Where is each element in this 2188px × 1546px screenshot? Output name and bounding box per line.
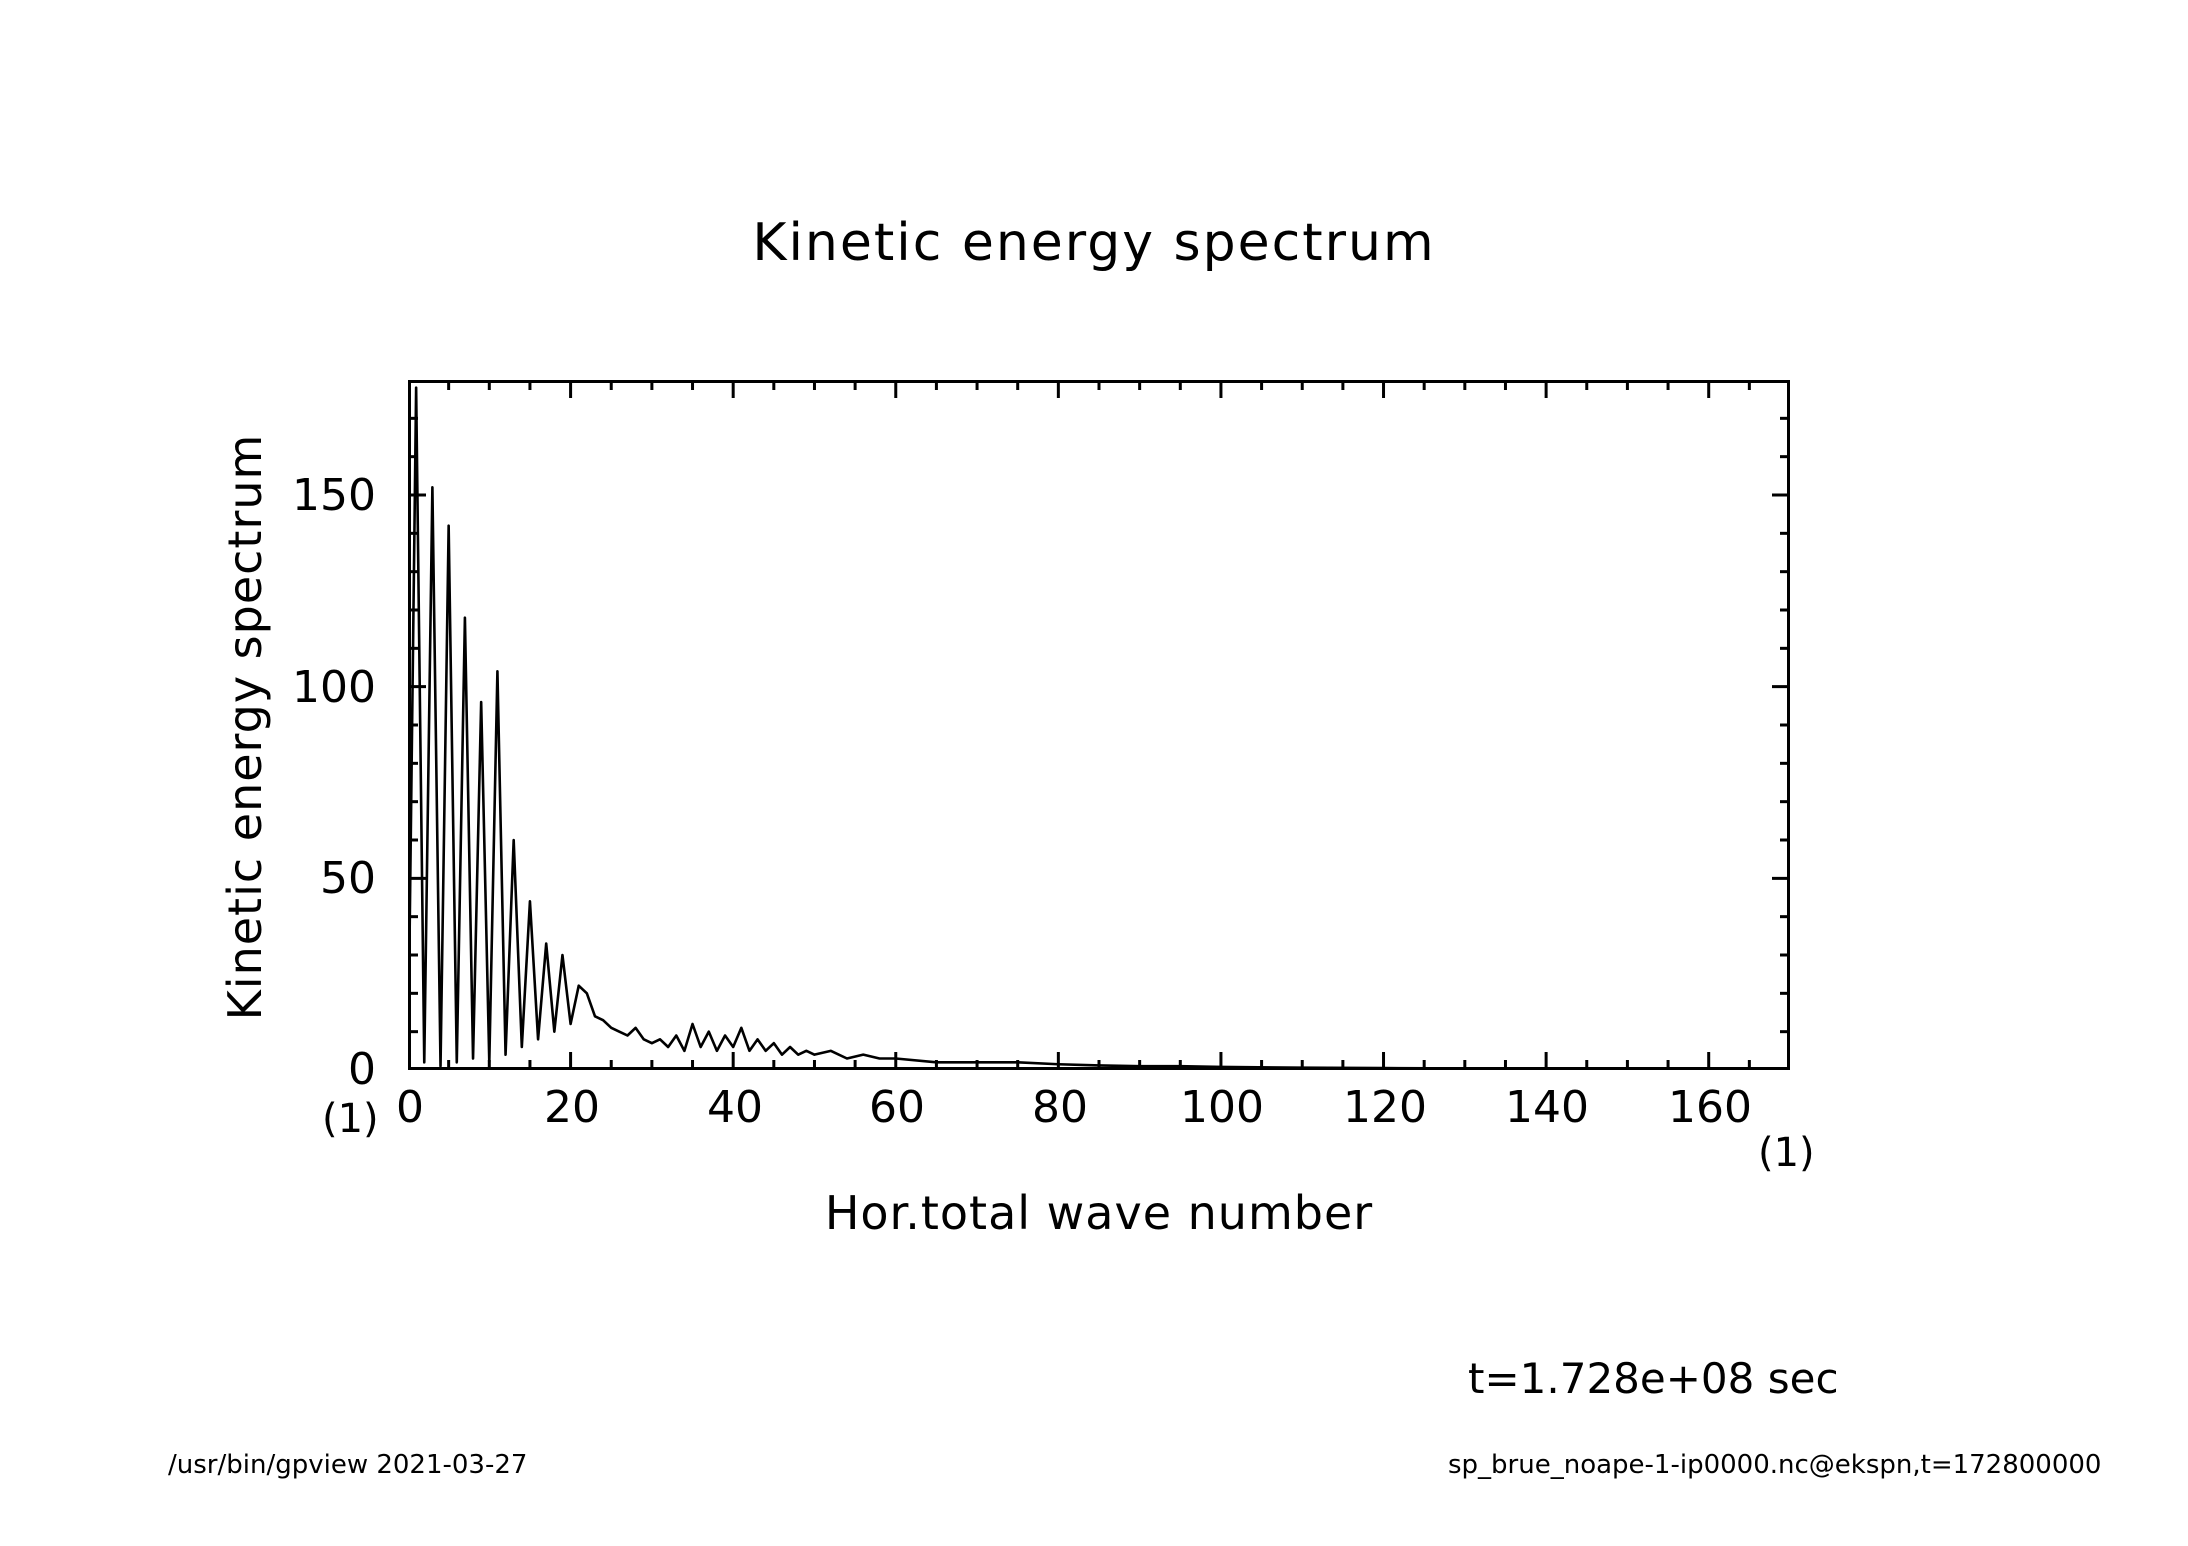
xtick-label-80: 80: [1032, 1082, 1088, 1133]
xtick-label-100: 100: [1180, 1082, 1264, 1133]
y-axis-label: Kinetic energy spectrum: [218, 433, 272, 1021]
x-axis-label: Hor.total wave number: [824, 1186, 1374, 1240]
xtick-label-20: 20: [544, 1082, 600, 1133]
xtick-label-140: 140: [1505, 1082, 1589, 1133]
ytick-label-0: 0: [348, 1044, 376, 1095]
xtick-label-160: 160: [1668, 1082, 1752, 1133]
page-title: Kinetic energy spectrum: [752, 213, 1436, 273]
xtick-label-60: 60: [869, 1082, 925, 1133]
ytick-label-150: 150: [292, 470, 376, 521]
ytick-label-100: 100: [292, 662, 376, 713]
x-axis-unit: (1): [1758, 1130, 1815, 1176]
footer-right-text: sp_brue_noape-1-ip0000.nc@ekspn,t=172800000: [1448, 1450, 2102, 1480]
ytick-label-50: 50: [320, 853, 376, 904]
footer-left-text: /usr/bin/gpview 2021-03-27: [168, 1450, 528, 1480]
chart-svg: [408, 380, 1790, 1070]
xtick-label-120: 120: [1343, 1082, 1427, 1133]
y-axis-unit: (1): [322, 1096, 379, 1142]
xtick-label-40: 40: [707, 1082, 763, 1133]
xtick-label-0: 0: [396, 1082, 424, 1133]
time-annotation: t=1.728e+08 sec: [1468, 1354, 1839, 1403]
